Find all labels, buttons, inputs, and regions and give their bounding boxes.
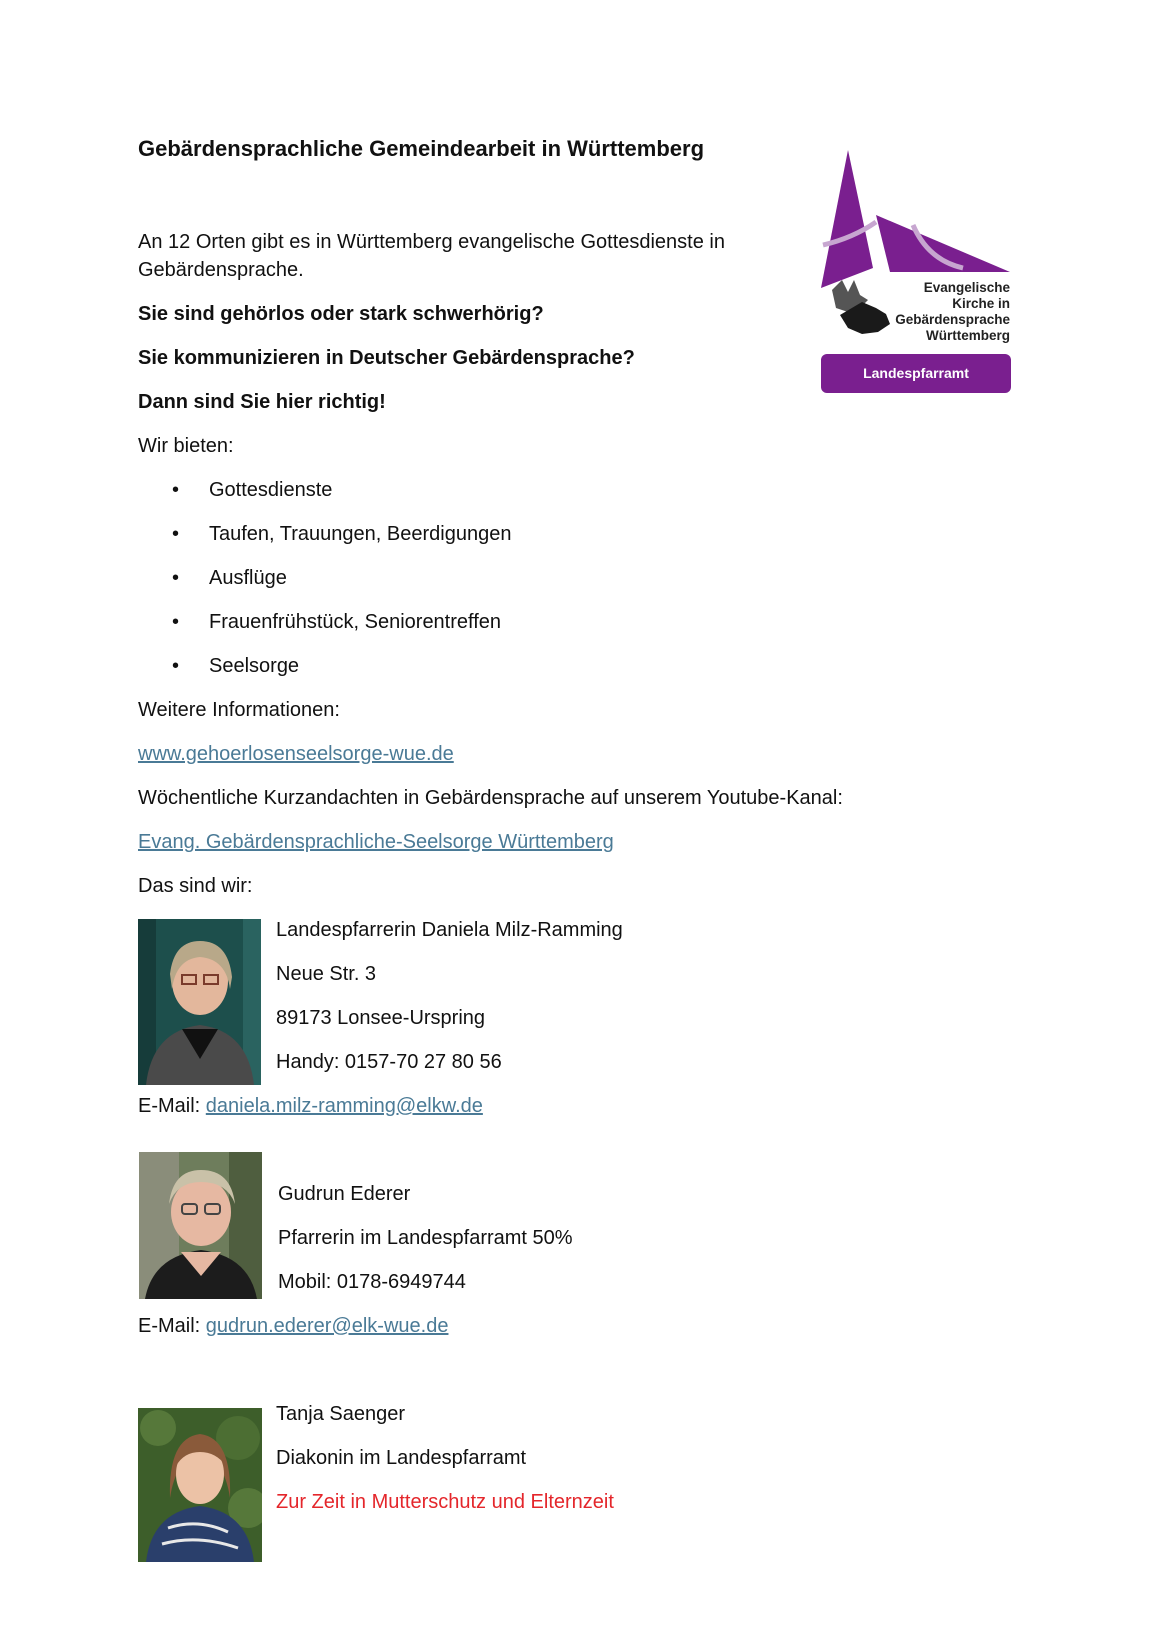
person-photo-gudrun [139, 1152, 262, 1299]
email-label: E-Mail: [138, 1315, 201, 1337]
bullet-icon: • [172, 567, 180, 589]
info-heading: Weitere Informationen: [138, 699, 340, 721]
email-link[interactable]: daniela.milz-ramming@elkw.de [205, 1095, 483, 1117]
person-name: Gudrun Ederer [278, 1183, 411, 1205]
list-item: Gottesdienste [209, 479, 333, 501]
logo-badge-label: Landespfarramt [863, 365, 969, 381]
logo-text-line: Evangelische [923, 280, 1010, 295]
bullet-icon: • [172, 523, 180, 545]
email-link[interactable]: gudrun.ederer@elk-wue.de [205, 1315, 449, 1337]
person-photo-tanja [138, 1408, 262, 1562]
page-title: Gebärdensprachliche Gemeindearbeit in Württemberg [138, 136, 705, 161]
intro-line-2: Gebärdensprache. [138, 259, 304, 281]
list-item: Seelsorge [209, 655, 300, 677]
list-item: Taufen, Trauungen, Beerdigungen [209, 523, 512, 545]
logo-badge [821, 354, 1011, 393]
person-name: Tanja Saenger [276, 1403, 405, 1425]
youtube-text: Wöchentliche Kurzandachten in Gebärdensprache auf unserem Youtube-Kanal: [138, 787, 843, 809]
person-phone: Mobil: 0178-6949744 [278, 1271, 466, 1293]
email-line-daniela [138, 1092, 483, 1120]
question-right-place: Dann sind Sie hier richtig! [138, 391, 386, 413]
website-link[interactable]: www.gehoerlosenseelsorge-wue.de [138, 743, 454, 765]
person-role: Diakonin im Landespfarramt [276, 1447, 527, 1469]
person-phone: Handy: 0157-70 27 80 56 [276, 1051, 502, 1073]
list-item: Ausflüge [209, 567, 287, 589]
youtube-link[interactable]: Evang. Gebärdensprachliche-Seelsorge Württemberg [138, 831, 614, 853]
question-sign-language: Sie kommunizieren in Deutscher Gebärdensprache? [138, 347, 635, 369]
logo-text-line: Kirche in [952, 296, 1010, 311]
bullet-icon: • [172, 479, 180, 501]
logo-text-line: Württemberg [926, 328, 1010, 343]
bullet-icon: • [172, 611, 180, 633]
logo-text-line: Gebärdensprache [895, 312, 1010, 327]
church-logo [818, 150, 1018, 395]
list-item: Frauenfrühstück, Seniorentreffen [209, 611, 502, 633]
person-photo-daniela [138, 919, 261, 1085]
person-status-note: Zur Zeit in Mutterschutz und Elternzeit [276, 1491, 614, 1513]
person-role: Pfarrerin im Landespfarramt 50% [278, 1227, 573, 1249]
question-deaf: Sie sind gehörlos oder stark schwerhörig? [138, 303, 544, 325]
bullet-icon: • [172, 655, 180, 677]
person-street: Neue Str. 3 [276, 963, 377, 985]
email-label: E-Mail: [138, 1095, 201, 1117]
person-name: Landespfarrerin Daniela Milz-Ramming [276, 919, 623, 941]
team-heading: Das sind wir: [138, 875, 253, 897]
offer-heading: Wir bieten: [138, 435, 234, 457]
intro-line-1: An 12 Orten gibt es in Württemberg evangelische Gottesdienste in [138, 231, 725, 253]
email-line-gudrun [138, 1312, 448, 1340]
person-city: 89173 Lonsee-Urspring [276, 1007, 486, 1029]
